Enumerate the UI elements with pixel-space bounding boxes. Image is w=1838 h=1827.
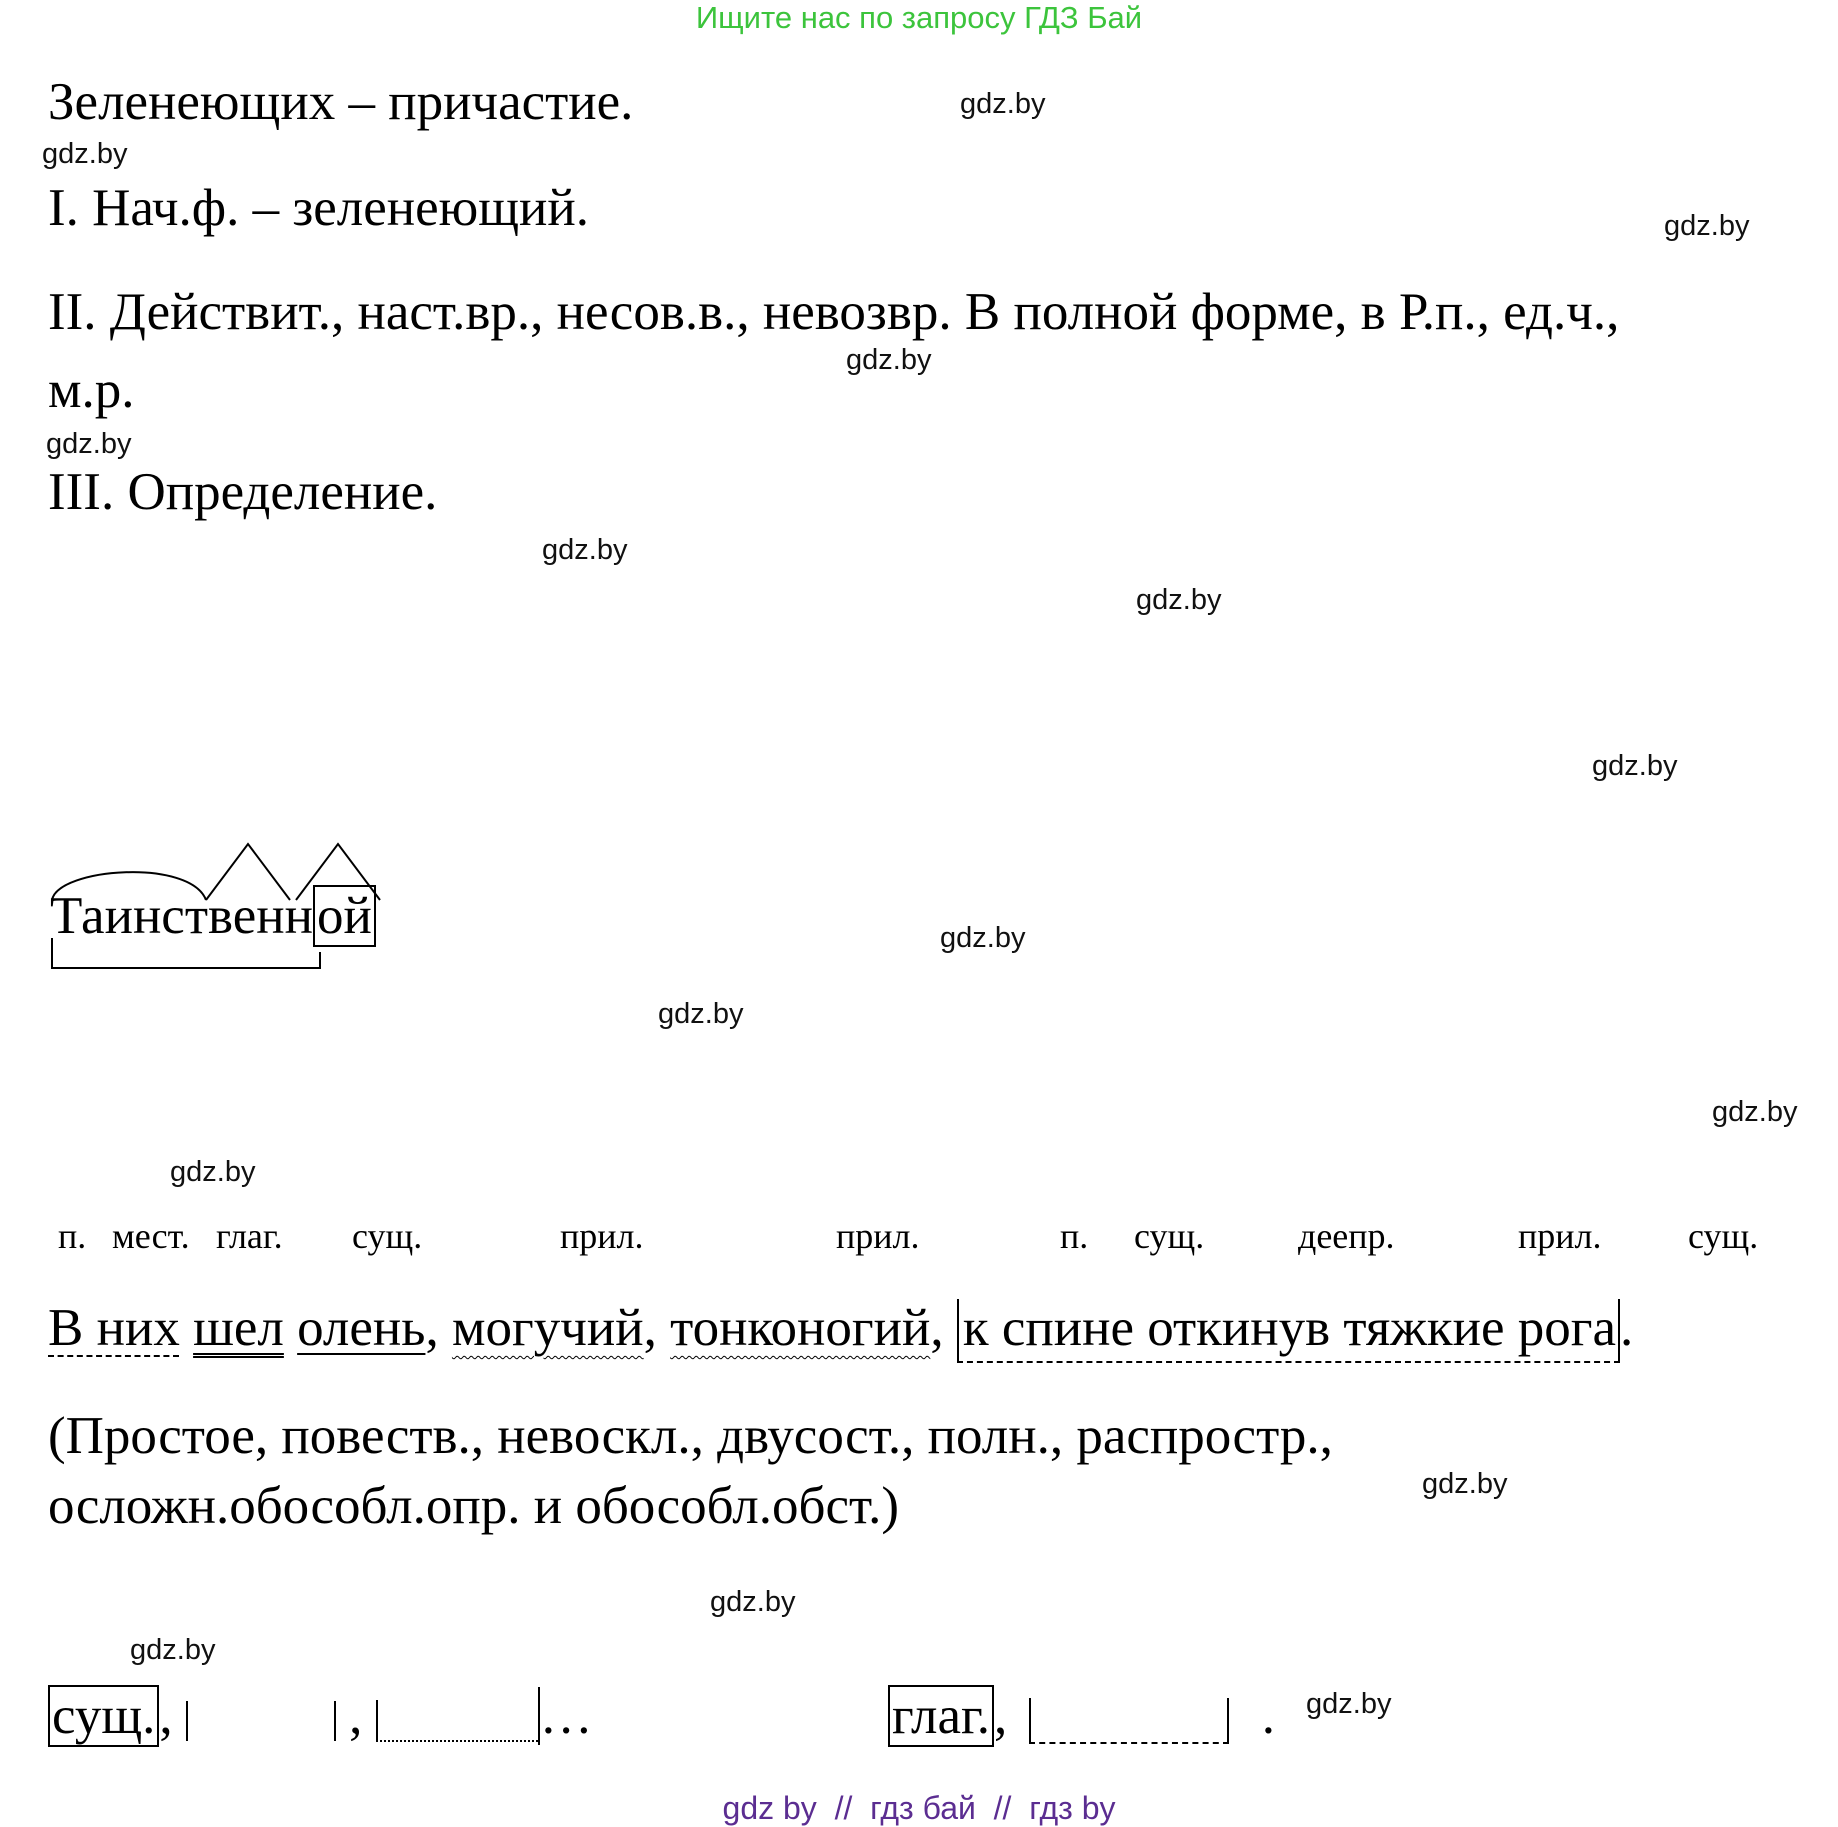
sentence-scheme-right (888, 1687, 1276, 1745)
sentence-attribute-2: тонконогий (670, 1299, 931, 1357)
pos-label: п. (58, 1216, 87, 1256)
footer-banner: gdz by // гдз бай // гдз by (722, 1790, 1116, 1826)
pos-label: сущ. (352, 1216, 423, 1256)
sentence-adverbial: В них (48, 1299, 180, 1357)
watermark: gdz.by (46, 428, 132, 460)
watermark: gdz.by (846, 344, 932, 376)
morpheme-word (50, 887, 376, 945)
sentence-attribute-1: могучий (451, 1299, 644, 1357)
scheme-adverbial-slot (1029, 1698, 1229, 1744)
punctuation-comma: , (930, 1299, 944, 1357)
pos-label: п. (1060, 1216, 1089, 1256)
pos-label: глаг. (216, 1216, 283, 1256)
parsed-sentence (48, 1299, 1634, 1357)
pos-label: прил. (1518, 1216, 1602, 1256)
pos-label: прил. (836, 1216, 920, 1256)
analysis-line-4: III. Определение. (48, 463, 438, 521)
watermark: gdz.by (1664, 210, 1750, 242)
punctuation-comma: , (425, 1299, 439, 1357)
punctuation-period: . (1261, 1687, 1276, 1745)
punctuation-comma: , (643, 1299, 657, 1357)
scheme-verb-box: глаг. (888, 1685, 994, 1747)
watermark: gdz.by (658, 998, 744, 1030)
scheme-attribute-slot-1 (186, 1701, 336, 1741)
punctuation-period: . (1620, 1299, 1634, 1357)
watermark: gdz.by (42, 138, 128, 170)
scheme-ellipsis: … (539, 1687, 593, 1745)
punctuation-comma: , (349, 1687, 363, 1745)
sentence-scheme (48, 1687, 593, 1745)
sentence-participial-adverbial: к спине откинув тяжкие рога (957, 1299, 1620, 1363)
word-ending: ой (313, 885, 376, 947)
analysis-line-1: Зеленеющих – причастие. (48, 73, 634, 131)
watermark: gdz.by (1306, 1688, 1392, 1720)
analysis-line-3b: м.р. (48, 361, 135, 419)
header-banner: Ищите нас по запросу ГДЗ Бай (695, 0, 1143, 35)
characteristics-line-2: осложн.обособл.опр. и обособл.обст.) (48, 1477, 900, 1535)
watermark: gdz.by (1712, 1096, 1798, 1128)
analysis-line-2: I. Нач.ф. – зеленеющий. (48, 179, 590, 237)
pos-label: прил. (560, 1216, 644, 1256)
watermark: gdz.by (170, 1156, 256, 1188)
watermark: gdz.by (1592, 750, 1678, 782)
punctuation-comma: , (994, 1687, 1008, 1745)
pos-label: сущ. (1134, 1216, 1205, 1256)
scheme-attribute-slot-2 (376, 1700, 538, 1742)
punctuation-comma: , (159, 1687, 173, 1745)
word-stem: Таинственн (50, 887, 313, 945)
watermark: gdz.by (960, 88, 1046, 120)
pos-label: сущ. (1688, 1216, 1759, 1256)
watermark: gdz.by (1136, 584, 1222, 616)
analysis-line-3a: II. Действит., наст.вр., несов.в., невозвр. В полной форме, в Р.п., ед.ч., (48, 283, 1620, 341)
sentence-subject: олень (297, 1299, 426, 1357)
sentence-predicate: шел (193, 1299, 284, 1357)
pos-label: деепр. (1298, 1216, 1395, 1256)
watermark: gdz.by (710, 1586, 796, 1618)
watermark: gdz.by (1422, 1468, 1508, 1500)
watermark: gdz.by (130, 1634, 216, 1666)
characteristics-line-1: (Простое, повеств., невоскл., двусост., полн., распростр., (48, 1407, 1333, 1465)
scheme-noun-box: сущ. (48, 1685, 159, 1747)
pos-label: мест. (112, 1216, 190, 1256)
watermark: gdz.by (542, 534, 628, 566)
watermark: gdz.by (940, 922, 1026, 954)
